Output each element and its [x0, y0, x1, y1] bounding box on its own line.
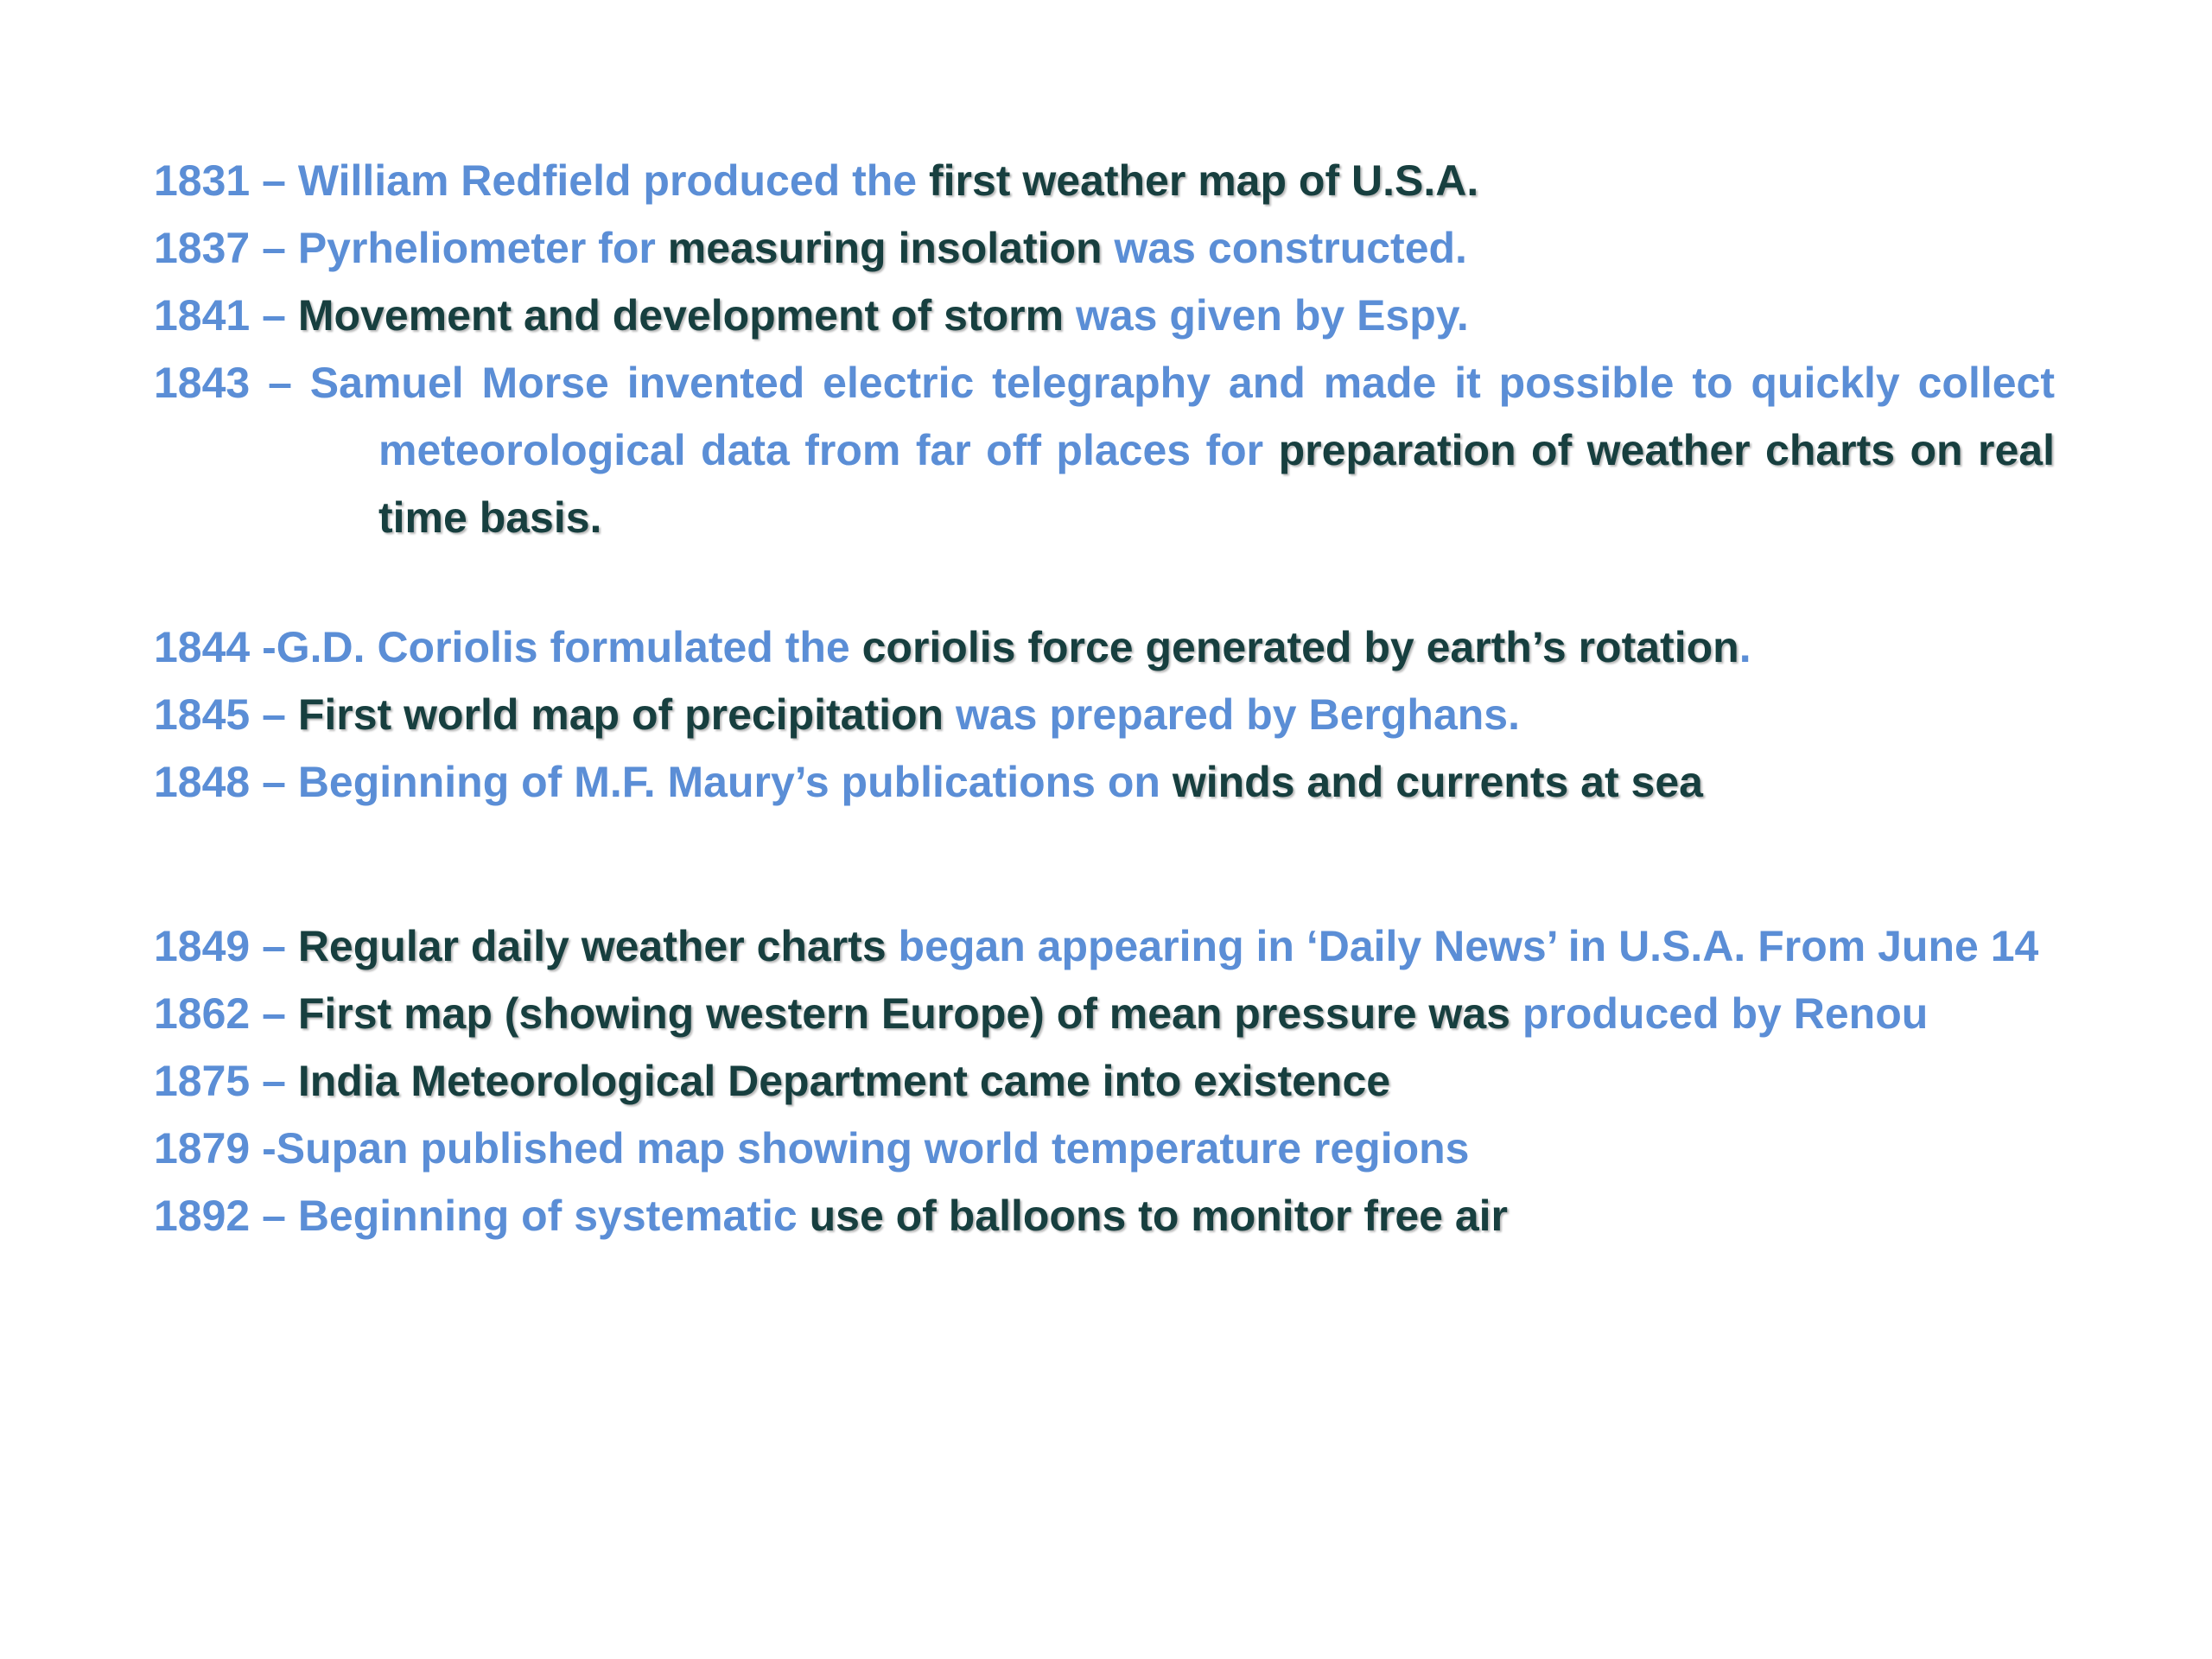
entry-text: 1843 – Samuel Morse invented electric telegraphy and made it possible to quickly collect meteorological data from far off places for: [154, 359, 2055, 474]
entry-emphasis: coriolis force generated by earth’s rotation: [861, 623, 1739, 671]
entry-emphasis: First map (showing western Europe) of mean pressure was: [297, 989, 1510, 1038]
entry-text: .: [1738, 623, 1751, 671]
entry-emphasis: preparation of weather charts on real time basis.: [378, 426, 2055, 542]
timeline-entry-1843: [154, 349, 2055, 551]
timeline-entry-1845: [154, 681, 2055, 748]
entry-text: 1837 – Pyrheliometer for: [154, 224, 668, 272]
timeline-entry-1849: [154, 912, 2055, 980]
timeline-entry-1837: [154, 214, 2055, 282]
timeline-entry-1844: [154, 613, 2055, 681]
entry-text: was given by Espy.: [1064, 291, 1469, 340]
entry-text: 1844 -G.D. Coriolis formulated the: [154, 623, 862, 671]
timeline-list: [154, 147, 2055, 1249]
entry-text: was constructed.: [1102, 224, 1467, 272]
timeline-entry-1831: [154, 147, 2055, 214]
entry-emphasis: Movement and development of storm: [297, 291, 1065, 340]
entry-text: 1879 -Supan published map showing world temperature regions: [154, 1124, 1470, 1173]
entry-text: was prepared by Berghans.: [944, 690, 1520, 739]
entry-text: 1841 –: [154, 291, 298, 340]
entry-emphasis: Regular daily weather charts: [297, 922, 887, 970]
entry-text: 1849 –: [154, 922, 298, 970]
entry-emphasis: measuring insolation: [667, 224, 1103, 272]
entry-text: produced by Renou: [1510, 989, 1929, 1038]
entry-emphasis: use of balloons to monitor free air: [809, 1192, 1509, 1240]
entry-text: 1875 –: [154, 1057, 298, 1105]
entry-text: 1892 – Beginning of systematic: [154, 1192, 810, 1240]
entry-text: 1862 –: [154, 989, 298, 1038]
timeline-entry-1848: [154, 748, 2055, 816]
entry-text: 1848 – Beginning of M.F. Maury’s publications on: [154, 758, 1173, 806]
timeline-entry-1875: [154, 1047, 2055, 1115]
entry-text: 1845 –: [154, 690, 298, 739]
entry-text: 1831 – William Redfield produced the: [154, 156, 929, 205]
timeline-entry-1862: [154, 980, 2055, 1047]
entry-emphasis: first weather map of U.S.A.: [929, 156, 1479, 205]
entry-text: began appearing in ‘Daily News’ in U.S.A. From June 14: [886, 922, 2039, 970]
entry-emphasis: winds and currents at sea: [1172, 758, 1703, 806]
timeline-entry-1879: [154, 1115, 2055, 1182]
entry-emphasis: India Meteorological Department came into existence: [297, 1057, 1391, 1105]
entry-emphasis: First world map of precipitation: [297, 690, 944, 739]
timeline-entry-1892: [154, 1182, 2055, 1249]
timeline-entry-1841: [154, 282, 2055, 349]
